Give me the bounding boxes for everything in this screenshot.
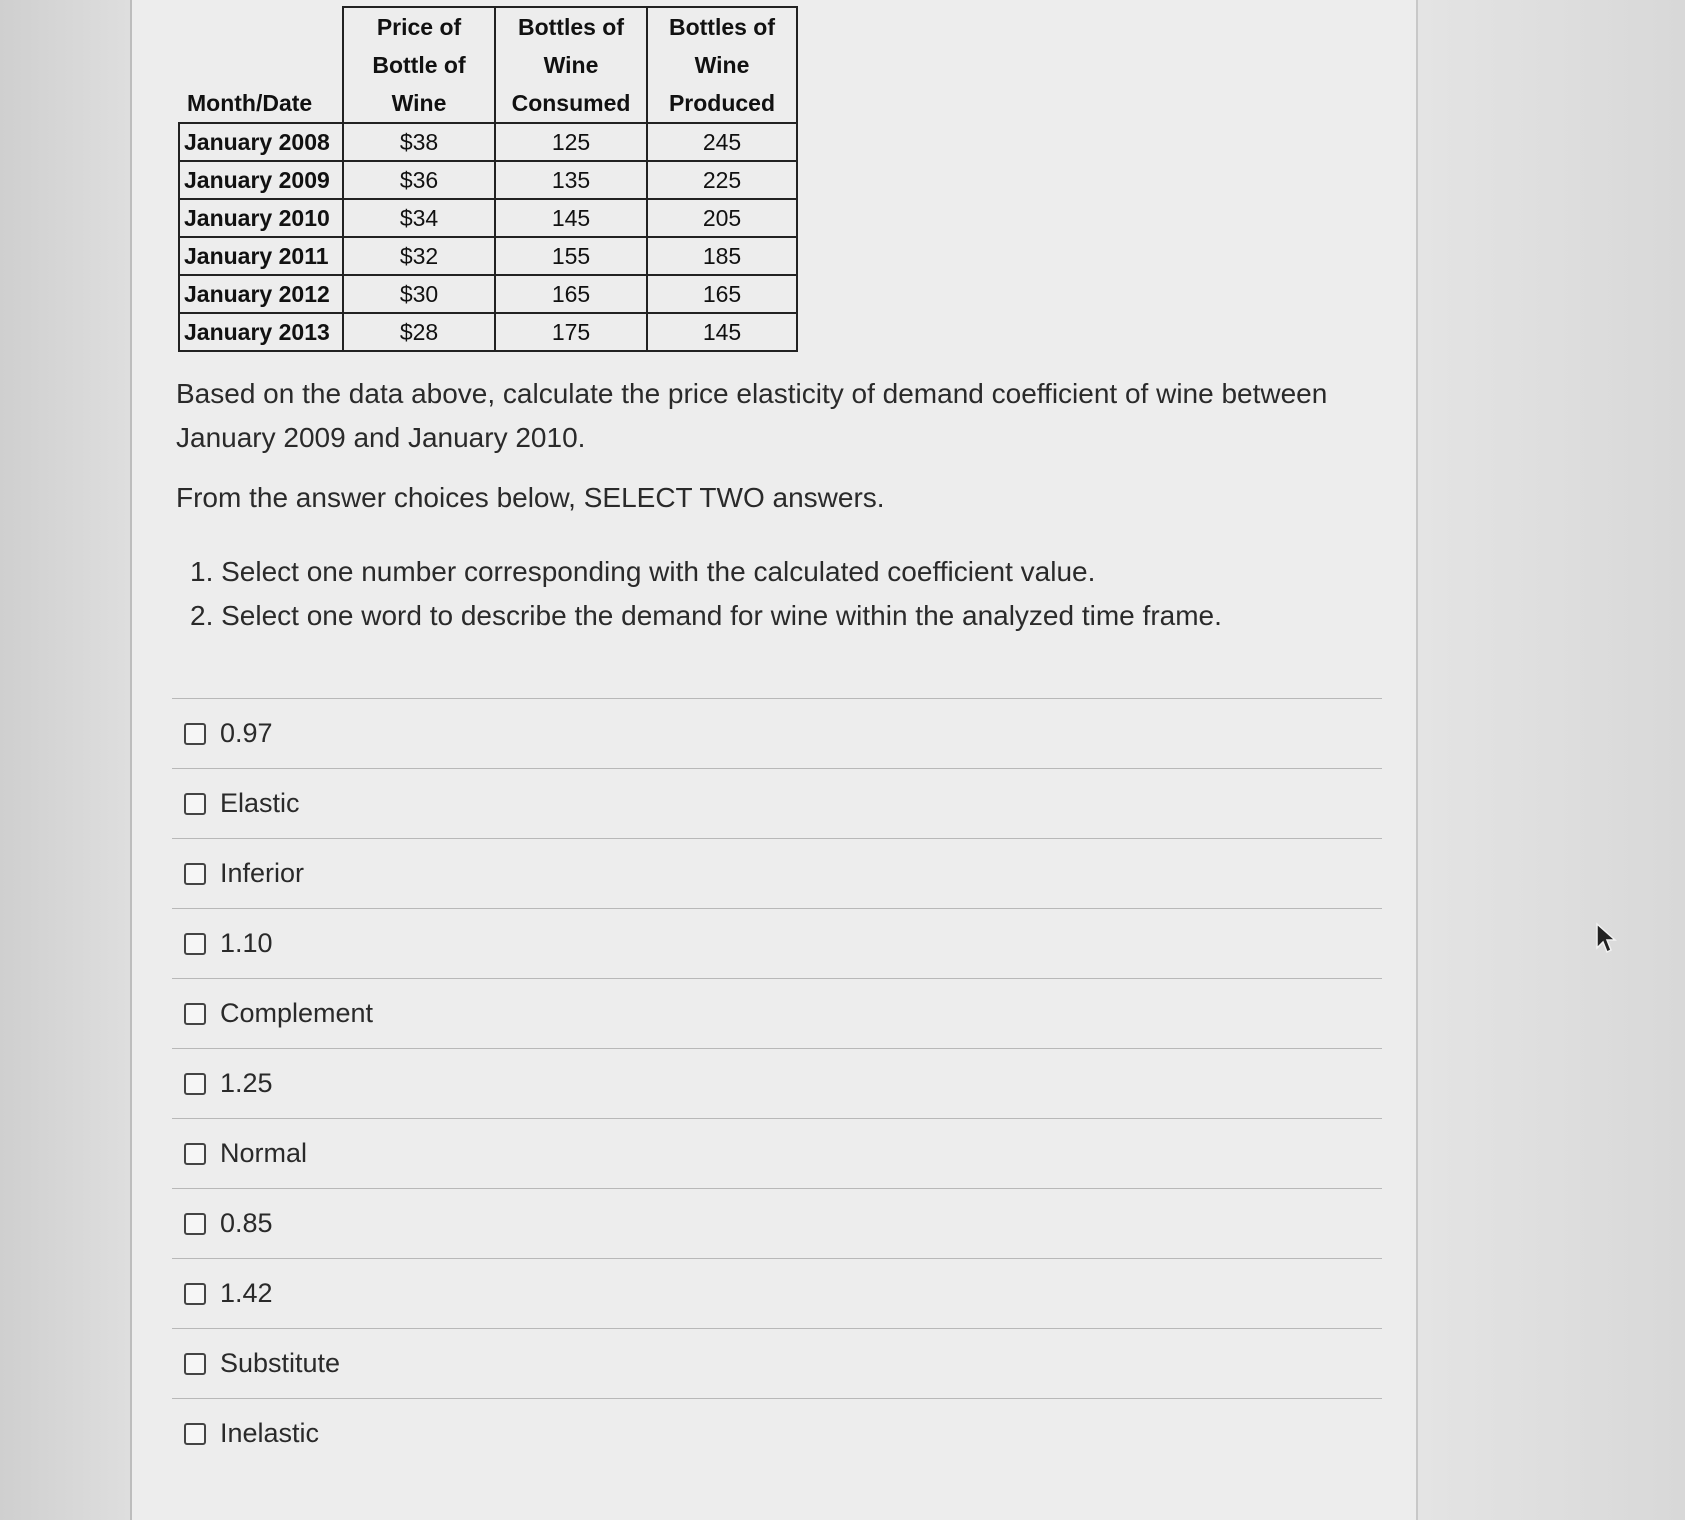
choice-label[interactable]: Elastic — [220, 788, 300, 818]
checkbox-icon[interactable] — [184, 933, 206, 955]
question-text: Based on the data above, calculate the price elasticity of demand coefficient of wine between January 2009 and January 2010. — [176, 378, 1328, 453]
cell-month: January 2012 — [179, 275, 343, 313]
left-margin — [0, 0, 130, 1520]
header-line: Consumed — [511, 90, 631, 116]
checkbox-icon[interactable] — [184, 723, 206, 745]
header-line: Wine — [694, 52, 750, 78]
choice-elastic[interactable] — [172, 768, 1382, 838]
cell-price: $38 — [343, 123, 495, 161]
header-produced — [647, 7, 797, 123]
checkbox-icon[interactable] — [184, 1283, 206, 1305]
choice-1-42[interactable] — [172, 1258, 1382, 1328]
header-line: Bottles of — [517, 14, 625, 40]
cell-month: January 2013 — [179, 313, 343, 351]
choice-label[interactable]: Substitute — [220, 1348, 341, 1378]
choice-complement[interactable] — [172, 978, 1382, 1048]
choice-label[interactable]: Inelastic — [220, 1418, 320, 1448]
instructions-text: From the answer choices below, SELECT TWO answers. — [176, 482, 885, 513]
choice-label[interactable]: 0.97 — [220, 718, 273, 748]
choice-normal[interactable] — [172, 1118, 1382, 1188]
header-line: Price of — [376, 14, 462, 40]
cell-month: January 2010 — [179, 199, 343, 237]
header-line: Wine — [543, 52, 599, 78]
table-header-row — [179, 7, 797, 123]
cell-price: $32 — [343, 237, 495, 275]
table-row — [179, 313, 797, 351]
table-row — [179, 275, 797, 313]
cell-price: $28 — [343, 313, 495, 351]
cell-produced: 245 — [647, 123, 797, 161]
cell-consumed: 165 — [495, 275, 647, 313]
choice-0-85[interactable] — [172, 1188, 1382, 1258]
header-consumed — [495, 7, 647, 123]
header-line: Bottles of — [668, 14, 776, 40]
choice-inferior[interactable] — [172, 838, 1382, 908]
table-row — [179, 161, 797, 199]
table-row — [179, 237, 797, 275]
cell-price: $34 — [343, 199, 495, 237]
choice-1-10[interactable] — [172, 908, 1382, 978]
wine-data-table — [178, 6, 798, 352]
cell-month: January 2011 — [179, 237, 343, 275]
choice-label[interactable]: Complement — [220, 998, 374, 1028]
cell-produced: 225 — [647, 161, 797, 199]
checkbox-icon[interactable] — [184, 1073, 206, 1095]
step-item: 1. Select one number corresponding with the calculated coefficient value. — [190, 556, 1096, 587]
cell-consumed: 175 — [495, 313, 647, 351]
cell-consumed: 135 — [495, 161, 647, 199]
choice-label[interactable]: 1.42 — [220, 1278, 273, 1308]
step-item: 2. Select one word to describe the demand for wine within the analyzed time frame. — [190, 600, 1222, 631]
header-price — [343, 7, 495, 123]
header-line: Wine — [391, 90, 447, 116]
choice-label[interactable]: 1.25 — [220, 1068, 273, 1098]
cell-produced: 185 — [647, 237, 797, 275]
choice-1-25[interactable] — [172, 1048, 1382, 1118]
cell-consumed: 125 — [495, 123, 647, 161]
choice-inelastic[interactable] — [172, 1398, 1382, 1468]
header-month-date — [179, 7, 343, 123]
header-line: Bottle of — [372, 52, 466, 78]
checkbox-icon[interactable] — [184, 1423, 206, 1445]
cell-consumed: 145 — [495, 199, 647, 237]
choice-label[interactable]: Inferior — [220, 858, 305, 888]
mouse-pointer-icon — [1595, 922, 1619, 956]
checkbox-icon[interactable] — [184, 863, 206, 885]
header-line: Month/Date — [187, 90, 313, 116]
checkbox-icon[interactable] — [184, 1143, 206, 1165]
cell-month: January 2008 — [179, 123, 343, 161]
choice-label[interactable]: Normal — [220, 1138, 308, 1168]
cell-produced: 205 — [647, 199, 797, 237]
table-row — [179, 123, 797, 161]
instruction-steps — [190, 550, 1222, 638]
choice-label[interactable]: 1.10 — [220, 928, 273, 958]
cell-consumed: 155 — [495, 237, 647, 275]
choice-0-97[interactable] — [172, 698, 1382, 768]
right-margin — [1418, 0, 1685, 1520]
checkbox-icon[interactable] — [184, 1353, 206, 1375]
cell-month: January 2009 — [179, 161, 343, 199]
answer-choices — [172, 698, 1382, 1468]
choice-label[interactable]: 0.85 — [220, 1208, 273, 1238]
quiz-page — [130, 0, 1418, 1520]
cell-price: $30 — [343, 275, 495, 313]
checkbox-icon[interactable] — [184, 1003, 206, 1025]
cell-price: $36 — [343, 161, 495, 199]
cell-produced: 165 — [647, 275, 797, 313]
cell-produced: 145 — [647, 313, 797, 351]
table-row — [179, 199, 797, 237]
header-line: Produced — [668, 90, 776, 116]
choice-substitute[interactable] — [172, 1328, 1382, 1398]
checkbox-icon[interactable] — [184, 1213, 206, 1235]
checkbox-icon[interactable] — [184, 793, 206, 815]
